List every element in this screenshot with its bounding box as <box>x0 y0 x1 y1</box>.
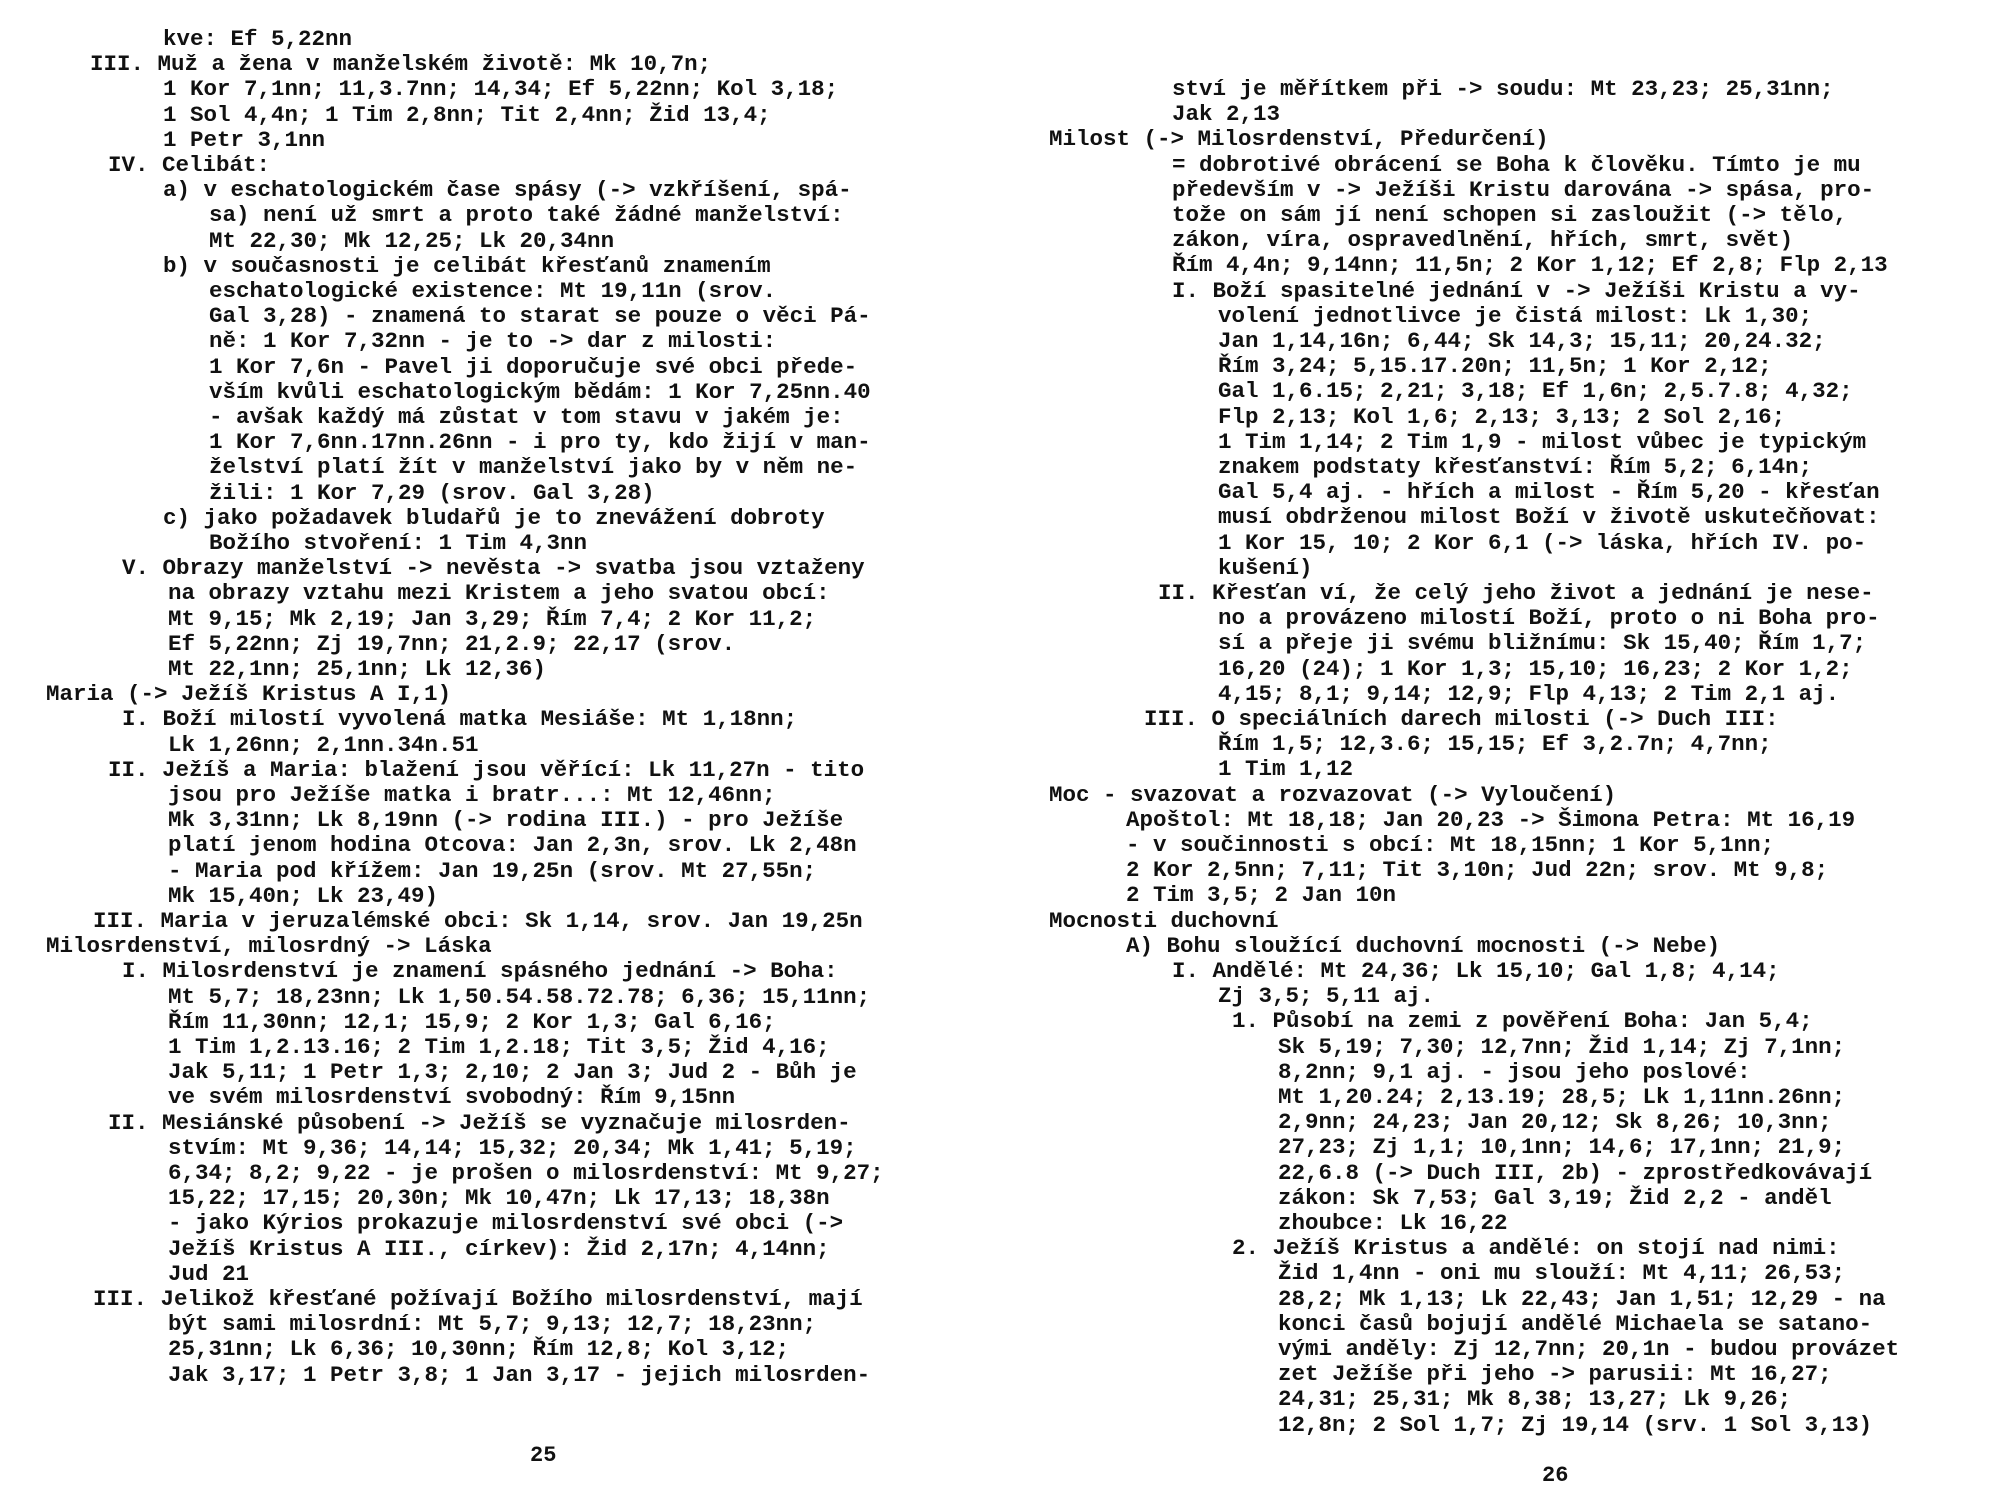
text-line: Jak 5,11; 1 Petr 1,3; 2,10; 2 Jan 3; Jud 2 - Bůh je <box>168 1059 857 1086</box>
text-line: 15,22; 17,15; 20,30n; Mk 10,47n; Lk 17,13; 18,38n <box>168 1185 830 1212</box>
text-line: Jud 21 <box>168 1260 250 1287</box>
text-line: II. Mesiánské působení -> Ježíš se vyznačuje milosrden- <box>108 1109 851 1136</box>
text-line: 2 Kor 2,5nn; 7,11; Tit 3,10n; Jud 22n; srov. Mt 9,8; <box>1126 857 1829 884</box>
text-line: III. Muž a žena v manželském životě: Mk 10,7n; <box>90 51 712 78</box>
text-line: Mt 22,30; Mk 12,25; Lk 20,34nn <box>209 227 615 254</box>
text-line: - v součinnosti s obcí: Mt 18,15nn; 1 Kor 5,1nn; <box>1126 832 1775 858</box>
text-line: Mk 3,31nn; Lk 8,19nn (-> rodina III.) - pro Ježíše <box>168 807 844 834</box>
text-line: Jak 3,17; 1 Petr 3,8; 1 Jan 3,17 - jejich milosrden- <box>168 1361 871 1388</box>
text-line: žili: 1 Kor 7,29 (srov. Gal 3,28) <box>209 479 655 506</box>
left-page <box>0 0 1000 1500</box>
text-line: 6,34; 8,2; 9,22 - je prošen o milosrdenství: Mt 9,27; <box>168 1160 884 1186</box>
text-line: c) jako požadavek bludařů je to znevážení dobroty <box>163 504 825 531</box>
text-line: Ef 5,22nn; Zj 19,7nn; 21,2.9; 22,17 (srov. <box>168 630 736 657</box>
text-line: Řím 3,24; 5,15.17.20n; 11,5n; 1 Kor 2,12; <box>1218 353 1772 380</box>
text-line: platí jenom hodina Otcova: Jan 2,3n, srov. Lk 2,48n <box>168 832 857 859</box>
text-line: = dobrotivé obrácení se Boha k člověku. Tímto je mu <box>1172 151 1861 178</box>
text-line: II. Křesťan ví, že celý jeho život a jednání je nese- <box>1158 580 1874 606</box>
text-line: - avšak každý má zůstat v tom stavu v jakém je: <box>209 404 844 430</box>
text-line: 25,31nn; Lk 6,36; 10,30nn; Řím 12,8; Kol 3,12; <box>168 1336 790 1363</box>
text-line: III. O speciálních darech milosti (-> Duch III: <box>1144 706 1779 732</box>
entry-heading: Milost (-> Milosrdenství, Předurčení) <box>1049 126 1549 153</box>
text-line: II. Ježíš a Maria: blažení jsou věřící: Lk 11,27n - tito <box>108 756 865 783</box>
text-line: kve: Ef 5,22nn <box>163 26 353 52</box>
text-line: a) v eschatologickém čase spásy (-> vzkříšení, spá- <box>163 177 852 204</box>
text-line: ství je měřítkem při -> soudu: Mt 23,23; 25,31nn; <box>1172 76 1834 102</box>
text-line: Gal 3,28) - znamená to starat se pouze o věci Pá- <box>209 303 871 330</box>
text-line: ve svém milosrdenství svobodný: Řím 9,15nn <box>168 1084 736 1111</box>
text-line: 1 Kor 7,6n - Pavel ji doporučuje své obci přede- <box>209 353 858 380</box>
text-line: Gal 5,4 aj. - hřích a milost - Řím 5,20 - křesťan <box>1218 479 1880 506</box>
text-line: být sami milosrdní: Mt 5,7; 9,13; 12,7; 18,23nn; <box>168 1311 817 1338</box>
text-line: Mt 22,1nn; 25,1nn; Lk 12,36) <box>168 656 547 682</box>
text-line: 16,20 (24); 1 Kor 1,3; 15,10; 16,23; 2 Kor 1,2; <box>1218 655 1853 682</box>
text-line: Žid 1,4nn - oni mu slouží: Mt 4,11; 26,53; <box>1278 1260 1846 1287</box>
text-line: 27,23; Zj 1,1; 10,1nn; 14,6; 17,1nn; 21,9; <box>1278 1134 1846 1161</box>
text-line: - jako Kýrios prokazuje milosrdenství své obci (-> <box>168 1210 844 1237</box>
text-line: 22,6.8 (-> Duch III, 2b) - zprostředkovávají <box>1278 1159 1873 1186</box>
text-line: 1 Kor 7,6nn.17nn.26nn - i pro ty, kdo žijí v man- <box>209 429 871 456</box>
text-line: 1 Tim 1,12 <box>1218 756 1354 783</box>
text-line: Zj 3,5; 5,11 aj. <box>1218 983 1435 1010</box>
text-line: volení jednotlivce je čistá milost: Lk 1,30; <box>1218 302 1813 329</box>
text-line: no a provázeno milostí Boží, proto o ni Boha pro- <box>1218 605 1880 632</box>
text-line: IV. Celibát: <box>108 152 271 178</box>
text-line: b) v současnosti je celibát křesťanů znamením <box>163 252 771 279</box>
text-line: 2,9nn; 24,23; Jan 20,12; Sk 8,26; 10,3nn; <box>1278 1109 1832 1136</box>
text-line: musí obdrženou milost Boží v životě uskutečňovat: <box>1218 504 1880 531</box>
page-number: 26 <box>1542 1463 1569 1488</box>
text-line: Řím 1,5; 12,3.6; 15,15; Ef 3,2.7n; 4,7nn; <box>1218 731 1772 758</box>
text-line: Mt 5,7; 18,23nn; Lk 1,50.54.58.72.78; 6,36; 15,11nn; <box>168 983 871 1010</box>
text-line: 1. Působí na zemi z pověření Boha: Jan 5,4; <box>1232 1008 1813 1035</box>
text-line: Lk 1,26nn; 2,1nn.34n.51 <box>168 731 479 758</box>
text-line: 8,2nn; 9,1 aj. - jsou jeho poslové: <box>1278 1058 1751 1085</box>
text-line: 12,8n; 2 Sol 1,7; Zj 19,14 (srv. 1 Sol 3,13) <box>1278 1411 1873 1438</box>
entry-heading: Moc - svazovat a rozvazovat (-> Vyloučení) <box>1049 781 1617 808</box>
text-line: kušení) <box>1218 554 1313 581</box>
text-line: znakem podstaty křesťanství: Řím 5,2; 6,14n; <box>1218 454 1813 480</box>
text-line: jsou pro Ježíše matka i bratr...: Mt 12,46nn; <box>168 782 776 808</box>
text-line: I. Boží milostí vyvolená matka Mesiáše: Mt 1,18nn; <box>122 706 798 733</box>
entry-heading: Maria (-> Ježíš Kristus A I,1) <box>46 681 452 708</box>
text-line: I. Milosrdenství je znamení spásného jednání -> Boha: <box>122 958 838 985</box>
text-line: I. Boží spasitelné jednání v -> Ježíši Kristu a vy- <box>1172 277 1861 304</box>
text-line: 1 Kor 15, 10; 2 Kor 6,1 (-> láska, hřích IV. po- <box>1218 529 1867 556</box>
text-line: Jan 1,14,16n; 6,44; Sk 14,3; 15,11; 20,24.32; <box>1218 328 1826 354</box>
text-line: Mt 1,20.24; 2,13.19; 28,5; Lk 1,11nn.26nn; <box>1278 1084 1846 1110</box>
text-line: A) Bohu sloužící duchovní mocnosti (-> Nebe) <box>1126 932 1721 959</box>
text-line: 4,15; 8,1; 9,14; 12,9; Flp 4,13; 2 Tim 2,1 aj. <box>1218 680 1840 707</box>
text-line: Božího stvoření: 1 Tim 4,3nn <box>209 530 588 556</box>
entry-heading: Mocnosti duchovní <box>1049 907 1279 934</box>
text-line: Řím 11,30nn; 12,1; 15,9; 2 Kor 1,3; Gal 6,16; <box>168 1008 776 1035</box>
text-line: tože on sám jí není schopen si zasloužit (-> tělo, <box>1172 202 1848 228</box>
text-line: stvím: Mt 9,36; 14,14; 15,32; 20,34; Mk 1,41; 5,19; <box>168 1134 857 1161</box>
text-line: Flp 2,13; Kol 1,6; 2,13; 3,13; 2 Sol 2,16; <box>1218 403 1786 430</box>
text-line: 2 Tim 3,5; 2 Jan 10n <box>1126 882 1397 909</box>
text-line: Řím 4,4n; 9,14nn; 11,5n; 2 Kor 1,12; Ef 2,8; Flp 2,13 <box>1172 252 1888 279</box>
text-line: eschatologické existence: Mt 19,11n (srov. <box>209 278 777 304</box>
text-line: 28,2; Mk 1,13; Lk 22,43; Jan 1,51; 12,29 - na <box>1278 1285 1886 1312</box>
text-line: sa) není už smrt a proto také žádné manželství: <box>209 202 844 229</box>
text-line: konci časů bojují andělé Michaela se satano- <box>1278 1310 1873 1337</box>
text-line: 2. Ježíš Kristus a andělé: on stojí nad nimi: <box>1232 1235 1840 1262</box>
text-line: vším kvůli eschatologickým bědám: 1 Kor 7,25nn.40 <box>209 378 871 405</box>
text-line: I. Andělé: Mt 24,36; Lk 15,10; Gal 1,8; 4,14; <box>1172 958 1780 984</box>
text-line: sí a přeje ji svému bližnímu: Sk 15,40; Řím 1,7; <box>1218 630 1867 657</box>
text-line: 1 Kor 7,1nn; 11,3.7nn; 14,34; Ef 5,22nn; Kol 3,18; <box>163 76 839 103</box>
text-line: 1 Sol 4,4n; 1 Tim 2,8nn; Tit 2,4nn; Žid 13,4; <box>163 101 771 128</box>
text-line: zhoubce: Lk 16,22 <box>1278 1210 1508 1236</box>
text-line: 1 Tim 1,2.13.16; 2 Tim 1,2.18; Tit 3,5; Žid 4,16; <box>168 1034 830 1060</box>
text-line: Jak 2,13 <box>1172 101 1281 128</box>
text-line: zet Ježíše při jeho -> parusii: Mt 16,27; <box>1278 1361 1832 1388</box>
text-line: 1 Tim 1,14; 2 Tim 1,9 - milost vůbec je typickým <box>1218 428 1867 455</box>
entry-heading: Milosrdenství, milosrdný -> Láska <box>46 933 492 960</box>
text-line: - Maria pod křížem: Jan 19,25n (srov. Mt 27,55n; <box>168 857 817 884</box>
right-page <box>1000 0 2004 1500</box>
text-line: Mt 9,15; Mk 2,19; Jan 3,29; Řím 7,4; 2 Kor 11,2; <box>168 605 817 632</box>
text-line: zákon, víra, ospravedlnění, hřích, smrt, svět) <box>1172 227 1794 254</box>
text-line: III. Jelikož křesťané požívají Božího milosrdenství, mají <box>93 1286 863 1312</box>
text-line: želství platí žít v manželství jako by v něm ne- <box>209 454 858 481</box>
text-line: Apoštol: Mt 18,18; Jan 20,23 -> Šimona Petra: Mt 16,19 <box>1126 806 1856 833</box>
text-line: 1 Petr 3,1nn <box>163 126 326 153</box>
text-line: ně: 1 Kor 7,32nn - je to -> dar z milosti: <box>209 328 777 355</box>
page-number: 25 <box>530 1443 557 1468</box>
text-line: zákon: Sk 7,53; Gal 3,19; Žid 2,2 - anděl <box>1278 1184 1832 1211</box>
text-line: V. Obrazy manželství -> nevěsta -> svatba jsou vztaženy <box>122 555 865 582</box>
text-line: na obrazy vztahu mezi Kristem a jeho svatou obcí: <box>168 580 830 607</box>
text-line: Mk 15,40n; Lk 23,49) <box>168 882 439 909</box>
text-line: především v -> Ježíši Kristu darována -> spása, pro- <box>1172 176 1875 203</box>
text-line: vými anděly: Zj 12,7nn; 20,1n - budou provázet <box>1278 1336 1900 1362</box>
text-line: 24,31; 25,31; Mk 8,38; 13,27; Lk 9,26; <box>1278 1386 1792 1413</box>
text-line: III. Maria v jeruzalémské obci: Sk 1,14, srov. Jan 19,25n <box>93 908 863 934</box>
text-line: Sk 5,19; 7,30; 12,7nn; Žid 1,14; Zj 7,1nn; <box>1278 1033 1846 1060</box>
text-line: Ježíš Kristus A III., církev): Žid 2,17n; 4,14nn; <box>168 1235 830 1262</box>
text-line: Gal 1,6.15; 2,21; 3,18; Ef 1,6n; 2,5.7.8; 4,32; <box>1218 378 1853 405</box>
